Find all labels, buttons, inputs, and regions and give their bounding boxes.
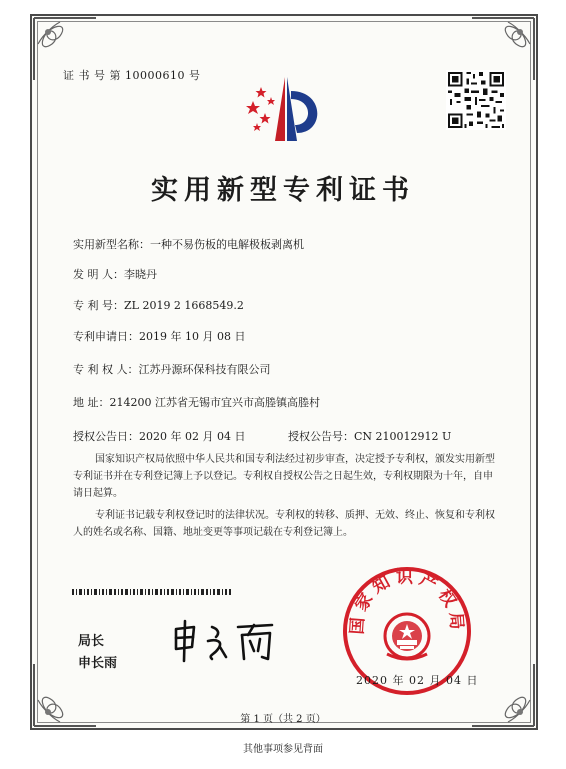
national-emblem-icon bbox=[385, 614, 429, 659]
field-value: 2020 年 02 月 04 日 bbox=[139, 430, 246, 443]
footer-note: 其他事项参见背面 bbox=[243, 744, 323, 755]
barcode-strip bbox=[72, 589, 232, 595]
field-inventor bbox=[73, 266, 157, 282]
field-label: 实用新型名称： bbox=[73, 238, 150, 251]
seal-date: 2020 年 02 月 04 日 bbox=[356, 674, 479, 687]
field-patent-number bbox=[73, 297, 244, 313]
field-announcement-date bbox=[73, 428, 245, 444]
field-utility-model-name bbox=[73, 236, 304, 252]
seal-text: 国家知识产权局 bbox=[347, 567, 467, 636]
certificate-number: 证 书 号 第 10000610 号 bbox=[63, 69, 201, 82]
field-label: 授权公告日： bbox=[73, 430, 139, 443]
certificate-title: 实用新型专利证书 bbox=[151, 175, 415, 206]
field-value: 李晓丹 bbox=[124, 268, 157, 281]
director-name-label: 申长雨 bbox=[78, 656, 118, 671]
field-value: 214200 江苏省无锡市宜兴市高塍镇高塍村 bbox=[109, 396, 320, 409]
statement-paragraph-2: 专利证书记载专利权登记时的法律状况。专利权的转移、质押、无效、终止、恢复和专利权人的姓名或名称、国籍、地址变更等事项记载在专利登记簿上。 bbox=[73, 510, 495, 538]
field-value: 江苏丹源环保科技有限公司 bbox=[138, 363, 271, 376]
field-label: 地 址： bbox=[73, 396, 110, 409]
field-value: 一种不易伤板的电解极板剥离机 bbox=[150, 238, 304, 251]
field-filing-date bbox=[73, 328, 245, 344]
field-label: 专利申请日： bbox=[73, 330, 139, 343]
field-label: 授权公告号： bbox=[288, 430, 354, 443]
statement-paragraph-1: 国家知识产权局依照中华人民共和国专利法经过初步审查，决定授予专利权，颁发实用新型专利证书并在专利登记簿上予以登记。专利权自授权公告之日起生效，专利权期限为十年，自申请日起算。 bbox=[73, 454, 495, 499]
qr-code-icon bbox=[446, 70, 506, 130]
field-value: ZL 2019 2 1668549.2 bbox=[124, 299, 244, 312]
director-handwritten-signature bbox=[168, 617, 288, 665]
field-announcement-number bbox=[288, 428, 451, 444]
field-label: 发 明 人： bbox=[73, 268, 124, 281]
field-label: 专 利 号： bbox=[73, 299, 124, 312]
page-indicator: 第 1 页（共 2 页） bbox=[240, 714, 326, 725]
field-value: 2019 年 10 月 08 日 bbox=[139, 330, 246, 343]
field-value: CN 210012912 U bbox=[354, 430, 452, 443]
field-address bbox=[73, 394, 320, 410]
field-label: 专 利 权 人： bbox=[73, 363, 139, 376]
field-patentee bbox=[73, 361, 271, 377]
patent-office-emblem-icon bbox=[245, 73, 327, 145]
director-title-label: 局长 bbox=[78, 634, 105, 649]
